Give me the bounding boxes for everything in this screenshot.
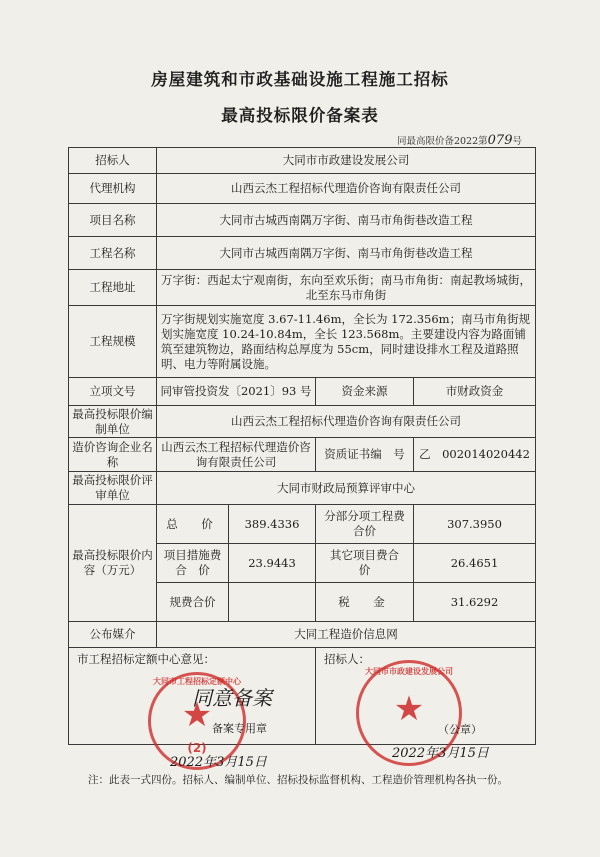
row-limit-1 (69, 505, 536, 544)
label-consult: 造价咨询企业名称 (69, 438, 157, 472)
label-subitem: 分部分项工程费合价 (316, 505, 414, 544)
row-review (69, 472, 536, 505)
label-media: 公布媒介 (69, 622, 157, 648)
label-compiler: 最高投标限价编制单位 (69, 406, 157, 438)
tenderer-stamp-arc-text: 大同市市政建设发展公司 (365, 667, 453, 676)
center-date: 2022年3月15日 (170, 755, 267, 770)
tenderer-stamp-star-icon: ★ (393, 689, 425, 729)
value-compiler: 山西云杰工程招标代理造价咨询有限责任公司 (157, 406, 536, 438)
value-fund: 市财政资金 (414, 378, 536, 406)
value-address: 万字街：西起太宁观南街，东向至欢乐街；南马市角街：南起教场城街，北至东马市角街 (157, 270, 536, 306)
label-review: 最高投标限价评审单位 (69, 472, 157, 505)
value-scale: 万字街规划实施宽度 3.67-11.46m，全长为 172.356m；南马市角街规划实施宽度 10.24-10.84m，全长 123.568m。主要建设内容为路面铺筑至建筑物边，路面结构总厚度为 55cm，同时建设排水工程及道路照明、电力等附属设施。 (157, 306, 536, 378)
row-compiler (69, 406, 536, 438)
value-consult: 山西云杰工程招标代理造价咨询有限责任公司 (157, 438, 316, 472)
value-media: 大同工程造价信息网 (157, 622, 536, 648)
value-project-name: 大同市古城西南隅万字街、南马市角街巷改造工程 (157, 204, 536, 237)
record-number-suffix: 号 (512, 136, 522, 147)
value-tenderer: 大同市市政建设发展公司 (157, 148, 536, 174)
row-works-name (69, 237, 536, 270)
label-fund: 资金来源 (316, 378, 414, 406)
label-agency: 代理机构 (69, 174, 157, 204)
value-subitem: 307.3950 (414, 505, 536, 544)
center-stamp-arc-text: 大同市工程招标定额中心 (153, 677, 241, 686)
footnote: 注：此表一式四份。招标人、编制单位、招标投标监督机构、工程造价管理机构各执一份。 (88, 774, 508, 786)
row-agency (69, 174, 536, 204)
value-agency: 山西云杰工程招标代理造价咨询有限责任公司 (157, 174, 536, 204)
label-limit: 最高投标限价内容（万元） (69, 505, 157, 622)
row-project-name (69, 204, 536, 237)
label-cert: 资质证书编 号 (316, 438, 414, 472)
form-title-line2: 最高投标限价备案表 (221, 106, 379, 125)
label-tenderer: 招标人 (69, 148, 157, 174)
record-number (397, 133, 522, 148)
row-consult (69, 438, 536, 472)
approval-handwriting: 同意备案 (192, 686, 272, 710)
tenderer-sign-label: 招标人： (324, 652, 370, 666)
value-cert: 乙 002014020442 (414, 438, 536, 472)
value-other: 26.4651 (414, 544, 536, 583)
value-total: 389.4336 (229, 505, 316, 544)
stamp-label: 备案专用章 (212, 722, 267, 735)
value-fee (229, 583, 316, 622)
label-measure: 项目措施费合 价 (157, 544, 229, 583)
value-measure: 23.9443 (229, 544, 316, 583)
center-stamp-star-icon: ★ (181, 695, 213, 735)
value-review: 大同市财政局预算评审中心 (157, 472, 536, 505)
label-total: 总 价 (157, 505, 229, 544)
label-other: 其它项目费合 价 (316, 544, 414, 583)
label-works-name: 工程名称 (69, 237, 157, 270)
record-number-handwritten: 079 (487, 133, 513, 148)
row-address (69, 270, 536, 306)
label-address: 工程地址 (69, 270, 157, 306)
seal-label: （公章） (438, 723, 482, 736)
form-title-line1: 房屋建筑和市政基础设施工程施工招标 (151, 70, 449, 89)
label-tax: 税 金 (316, 583, 414, 622)
value-tax: 31.6292 (414, 583, 536, 622)
record-form-table (68, 147, 536, 745)
row-media (69, 622, 536, 648)
row-tenderer (69, 148, 536, 174)
center-opinion-label: 市工程招标定额中心意见： (77, 652, 215, 666)
label-fee: 规费合价 (157, 583, 229, 622)
row-approval (69, 378, 536, 406)
label-scale: 工程规模 (69, 306, 157, 378)
label-project-name: 项目名称 (69, 204, 157, 237)
center-stamp-number: (2) (187, 741, 207, 755)
tenderer-date: 2022年3月15日 (392, 746, 489, 761)
label-approval: 立项文号 (69, 378, 157, 406)
value-approval: 同审管投资发〔2021〕93 号 (157, 378, 316, 406)
record-number-prefix: 同最高限价备2022第 (396, 136, 488, 147)
row-scale (69, 306, 536, 378)
value-works-name: 大同市古城西南隅万字街、南马市角街巷改造工程 (157, 237, 536, 270)
